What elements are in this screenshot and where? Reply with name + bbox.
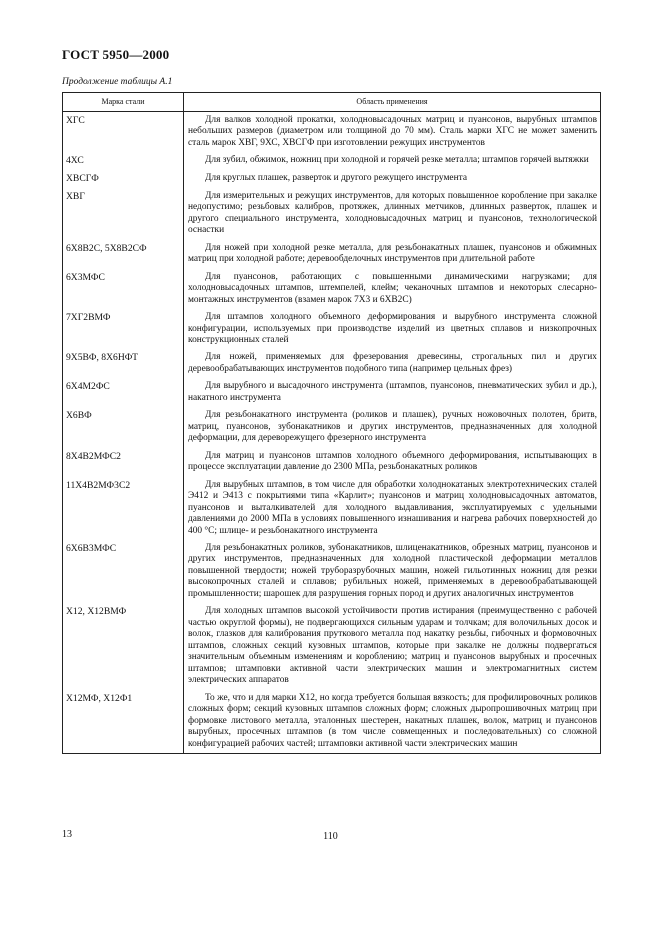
- application-cell: Для вырубных штампов, в том числе для обработки холоднокатаных электротехнических сталей Э412 и Э413 с покрытиями типа «Карлит»; пуансонов и матриц холодновысадочных автоматов, пуансонов и выталкивателей для холодного выдавливания, эксплуатируемых с удельными давлениями до 2000 МПа в условиях повышенного изнашивания и нагрева рабочих поверхностей до 400 °С; шлице- и резьбонакатного инструмента: [184, 477, 601, 540]
- steel-grade-cell: 8Х4В2МФС2: [63, 448, 184, 477]
- column-header-grade: Марка стали: [63, 93, 184, 112]
- table-row: [63, 690, 601, 754]
- table-row: [63, 240, 601, 269]
- table-row: [63, 540, 601, 603]
- table-row: [63, 603, 601, 689]
- steel-grade-cell: 11Х4В2МФ3С2: [63, 477, 184, 540]
- page-number-left: 13: [62, 829, 72, 840]
- steel-grade-cell: 6Х8В2С, 5Х8В2СФ: [63, 240, 184, 269]
- table-caption: Продолжение таблицы А.1: [62, 77, 173, 87]
- table-row: [63, 349, 601, 378]
- steel-grade-cell: Х12, Х12ВМФ: [63, 603, 184, 689]
- application-cell: Для круглых плашек, разверток и другого режущего инструмента: [184, 170, 601, 188]
- application-cell: Для измерительных и режущих инструментов, для которых повышенное коробление при закалке недопустимо; резьбовых калибров, протяжек, длинных метчиков, длинных разверток, плашек и другого специального инструмента, холодновысадочных матриц и пуансонов, технологической оснастки: [184, 188, 601, 240]
- table-row: [63, 378, 601, 407]
- application-cell: Для резьбонакатных роликов, зубонакатников, шлиценакатников, обрезных матриц, пуансонов и других инструментов, предназначенных для холодной пластической деформации металлов повышенной твердости; ножей труборазрубочных машин, ножей гильотинных ножниц для резки высокопрочных сталей и сплавов; рубильных ножей, применяемых в деревообрабатывающей промышленности; шарошек для разрушения горных пород и других аналогичных инструментов: [184, 540, 601, 603]
- application-cell: Для вырубного и высадочного инструмента (штампов, пуансонов, пневматических зубил и др.), накатного инструмента: [184, 378, 601, 407]
- steel-grade-cell: 6Х3МФС: [63, 269, 184, 309]
- steel-grade-cell: 6Х4М2ФС: [63, 378, 184, 407]
- application-cell: Для ножей, применяемых для фрезерования древесины, строгальных пил и других деревообрабатывающих инструментов подобного типа (например цельных фрез): [184, 349, 601, 378]
- document-title: ГОСТ 5950—2000: [62, 47, 170, 62]
- table-row: [63, 269, 601, 309]
- application-cell: Для ножей при холодной резке металла, для резьбонакатных плашек, пуансонов и обжимных матриц при холодной работе; деревообделочных инструментов при длительной работе: [184, 240, 601, 269]
- table-row: [63, 309, 601, 349]
- table-header-row: [63, 93, 601, 112]
- table-row: [63, 112, 601, 153]
- application-cell: Для матриц и пуансонов штампов холодного объемного деформирования, испытывающих в процессе эксплуатации давление до 2300 МПа, резьбонакатных роликов: [184, 448, 601, 477]
- steel-grade-cell: 7ХГ2ВМФ: [63, 309, 184, 349]
- application-cell: Для резьбонакатного инструмента (роликов и плашек), ручных ножовочных полотен, бритв, матриц, пуансонов, зубонакатников и других инструментов, предназначенных для холодной деформации, для дереворежущего фрезерного инструмента: [184, 407, 601, 447]
- table-row: [63, 170, 601, 188]
- table-row: [63, 477, 601, 540]
- table-row: [63, 448, 601, 477]
- steel-grade-cell: ХВСГФ: [63, 170, 184, 188]
- steel-grade-cell: ХГС: [63, 112, 184, 153]
- application-cell: Для холодных штампов высокой устойчивости против истирания (преимущественно с рабочей частью округлой формы), не подвергающихся сильным ударам и толчкам; для волочильных досок и волок, глазков для калибрования пруткового металла под накатку резьбы, гибочных и формовочных штампов, сложных секций кузовных штампов, которые при закалке не должны подвергаться значительным объемным изменениям и короблению; матриц и пуансонов вырубных и просечных штампов; штамповки активной части электрических машин и электромагнитных систем электрических аппаратов: [184, 603, 601, 689]
- page-number-center: 110: [323, 831, 338, 842]
- steel-grade-cell: ХВГ: [63, 188, 184, 240]
- table-row: [63, 407, 601, 447]
- steel-grade-cell: 6Х6В3МФС: [63, 540, 184, 603]
- steel-grades-table: [62, 92, 601, 754]
- application-cell: Для валков холодной прокатки, холодновысадочных матриц и пуансонов, вырубных штампов небольших размеров (диаметром или толщиной до 70 мм). Сталь марки ХГС не может заменить сталь марок ХВГ, 9ХС, ХВСГФ при изготовлении режущих инструментов: [184, 112, 601, 153]
- steel-grade-cell: Х12МФ, Х12Ф1: [63, 690, 184, 754]
- table-row: [63, 188, 601, 240]
- application-cell: Для штампов холодного объемного деформирования и вырубного инструмента сложной конфигурации, используемых при производстве изделий из цветных сплавов и низкопрочных конструкционных сталей: [184, 309, 601, 349]
- application-cell: Для пуансонов, работающих с повышенными динамическими нагрузками; для холодновысадочных штампов, штемпелей, клейм; чеканочных штампов и некоторых слесарно-монтажных инструментов (взамен марок 7Х3 и 6ХВ2С): [184, 269, 601, 309]
- application-cell: Для зубил, обжимок, ножниц при холодной и горячей резке металла; штампов горячей вытяжки: [184, 152, 601, 170]
- application-cell: То же, что и для марки Х12, но когда требуется большая вязкость; для профилировочных роликов сложных форм; секций кузовных штампов сложных форм; сложных дыропрошивочных матриц при формовке листового металла, эталонных шестерен, накатных плашек, волок, матриц и пуансонов вырубных, просечных штампов (в том числе совмещенных и последовательных) со сложной конфигурацией рабочих частей; штамповки активной части электрических машин: [184, 690, 601, 754]
- steel-grade-cell: 9Х5ВФ, 8Х6НФТ: [63, 349, 184, 378]
- column-header-usage: Область применения: [184, 93, 601, 112]
- table-row: [63, 152, 601, 170]
- steel-grade-cell: Х6ВФ: [63, 407, 184, 447]
- steel-grade-cell: 4ХС: [63, 152, 184, 170]
